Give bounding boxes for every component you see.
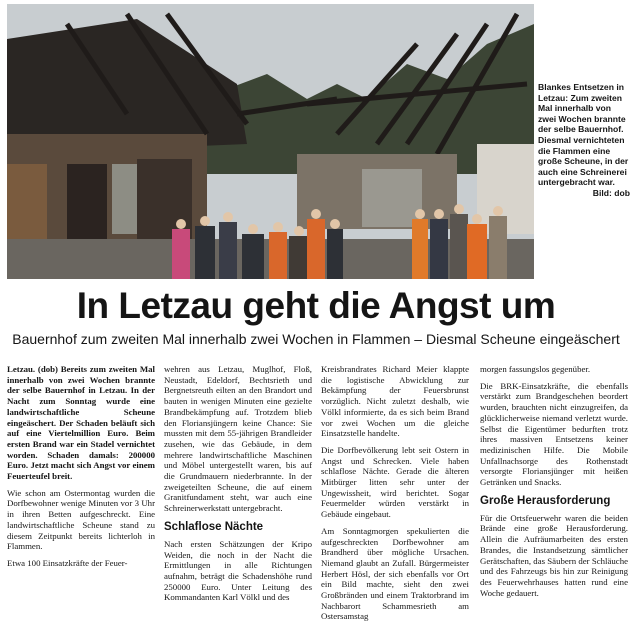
fire-photo (7, 4, 534, 279)
paragraph: wehren aus Letzau, Muglhof, Floß, Neustadt, Edeldorf, Bechtsrieth und Bergnetsreuth eilten an den Brandort und bauten in wenigen Minuten eine gezielte Brandbekämpfung auf. Trotzdem blieb den Floriansjüngern keine Chance: Sie mussten mit dem 55-jährigen Brandleider zusehen, wie das Gebäude, in dem mehrere landwirtschaftliche Maschinen und Möbel untergestellt waren, bis auf die Grundmauern niederbrannte. In der zweigeteilten Scheune, die auf einem Granitfundament steht, war auch eine Schreinerwerkstatt untergebracht. (164, 364, 312, 514)
article-column-1 (7, 364, 155, 575)
paragraph: morgen fassungslos gegenüber. (480, 364, 591, 374)
section-heading: Große Herausforderung (480, 494, 611, 507)
article-subheadline: Bauernhof zum zweiten Mal innerhalb zwei Wochen in Flammen – Diesmal Scheune eingeäschert (12, 331, 620, 347)
paragraph: Kreisbrandrates Richard Meier klappte die logistische Abwicklung zur Bekämpfung der Feuersbrunst vorzüglich. Nicht zuletzt deshalb, wie Völkl informierte, da es sich beim Brand vor zwei Wochen um die gleiche Einsatzstelle handelte. (321, 364, 469, 439)
paragraph: Die BRK-Einsatzkräfte, die ebenfalls verstärkt zum Brandgeschehen beordert wurden, brauchten nicht einzugreifen, da glücklicherweise niemand verletzt wurde. Selbst die Eigentümer bedurften trotz ihres massiven Entsetzens keiner medizinischen Hilfe. Die Mobile Unfallnachsorge des Rothenstadt versorgte Floriansjünger mit heißen Getränken und Snacks. (480, 380, 628, 488)
paragraph: Etwa 100 Einsatzkräfte der Feuer- (7, 557, 128, 568)
article-column-4 (480, 364, 628, 604)
article-headline: In Letzau geht die Angst um (76, 285, 556, 326)
paragraph: Die Dorfbevölkerung lebt seit Ostern in Angst und Schrecken. Viele haben schlaflose Nächte. Gerade die älteren Mitbürger litten sehr unter der Ungewissheit, wird berichtet. Sogar Feuermelder würden verstärkt in Gebäude eingebaut. (321, 444, 469, 520)
paragraph: Am Sonntagmorgen spekulierten die aufgeschreckten Dorfbewohner am Brandherd über mögliche Ursachen. Niemand glaubt an Zufall. Bürgermeister Herbert Hösl, der sich ebenfalls vor Ort ein Bild machte, sieht den zwei Großbränden und einem Traktorbrand im Nachbarort Schammesrieth am Ostersamstag (321, 525, 469, 622)
section-heading: Schlaflose Nächte (164, 520, 264, 533)
caption-text: Blankes Entsetzen in Letzau: Zum zweiten Mal innerhalb von zwei Wochen brannte der selbe Bauernhof. Diesmal vernichteten die Flammen eine große Scheune, in der auch eine Schreinerei untergebracht war. (538, 82, 629, 188)
photo-caption (538, 82, 630, 199)
paragraph: Wie schon am Ostermontag wurden die Dorfbewohner wenige Minuten vor 3 Uhr in ihren Betten aufgeschreckt. Eine landwirtschaftliche Scheune stand zu diesem Zeitpunkt bereits lichterloh in Flammen. (7, 487, 155, 552)
article-column-2 (164, 364, 312, 609)
photo-credit: Bild: dob (592, 187, 630, 198)
article-lead: Letzau. (dob) Bereits zum zweiten Mal innerhalb von zwei Wochen brannte der selbe Bauernhof in Letzau. In der Nacht zum Sonntag wurde eine landwirtschaftliche Scheune eingeäschert. Der Schaden beläuft sich auf eine Viertelmillion Euro. Beim ersten Brand war ein Stadel vernichtet worden. Schaden damals: 200000 Euro. Jetzt macht sich Angst vor einem Feuerteufel breit. (7, 364, 155, 482)
article-column-3 (321, 364, 469, 628)
paragraph: Nach ersten Schätzungen der Kripo Weiden, die noch in der Nacht die Ermittlungen in alle Richtungen aufnahm, beträgt die Schadenshöhe rund 250000 Euro. Unter Leitung des Kommandanten Karl Völkl und des (164, 538, 312, 603)
paragraph: Für die Ortsfeuerwehr waren die beiden Brände eine große Herausforderung. Allein die Aufräumarbeiten des ersten Brandes, die Instandsetzung sämtlicher Gerätschaften, das Säubern der Schläuche und des Fahrzeugs bis hin zur Reinigung des Feuerwehrhauses hatten rund eine Woche gedauert. (480, 512, 628, 598)
